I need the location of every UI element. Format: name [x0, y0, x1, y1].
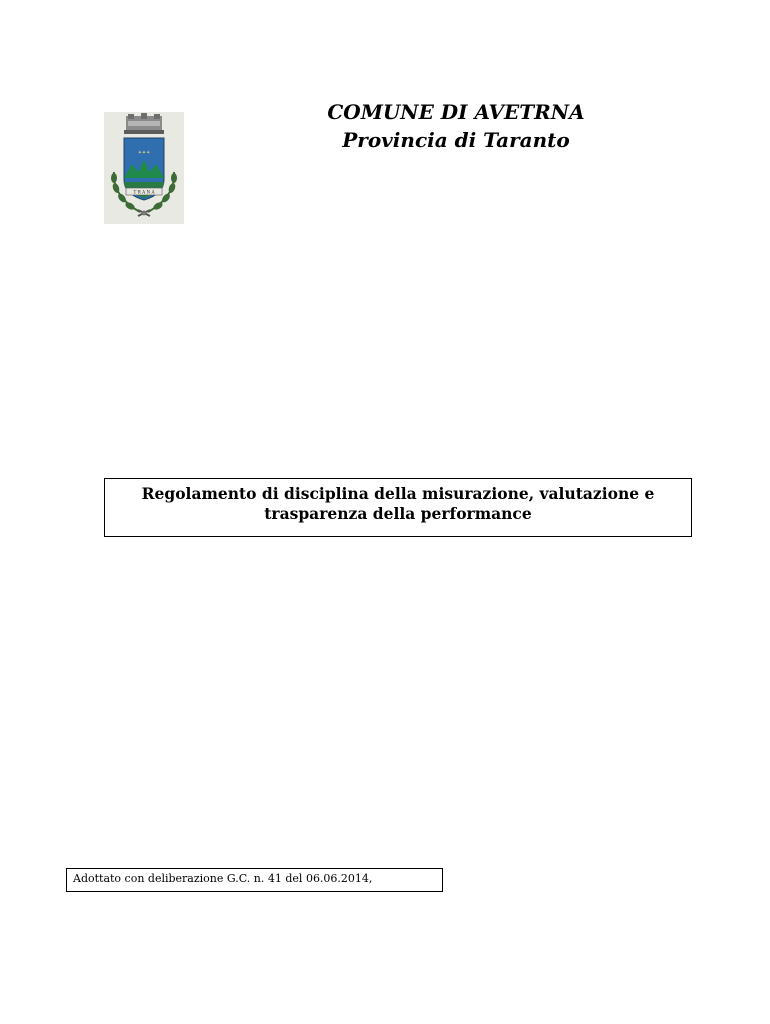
svg-text:T R A N A: T R A N A	[133, 189, 155, 195]
province-name: Provincia di Taranto	[342, 128, 570, 152]
document-header	[296, 98, 616, 154]
municipality-name: COMUNE DI AVETRNA	[327, 100, 585, 124]
adoption-note: Adottato con deliberazione G.C. n. 41 del 06.06.2014,	[66, 868, 443, 892]
coat-of-arms-icon	[104, 112, 184, 224]
regulation-title-line-1: Regolamento di disciplina della misurazione, valutazione e	[141, 484, 655, 503]
svg-text:✦✦✦: ✦✦✦	[137, 150, 151, 156]
regulation-title-line-2: trasparenza della performance	[264, 504, 532, 523]
regulation-title-box	[104, 478, 692, 537]
